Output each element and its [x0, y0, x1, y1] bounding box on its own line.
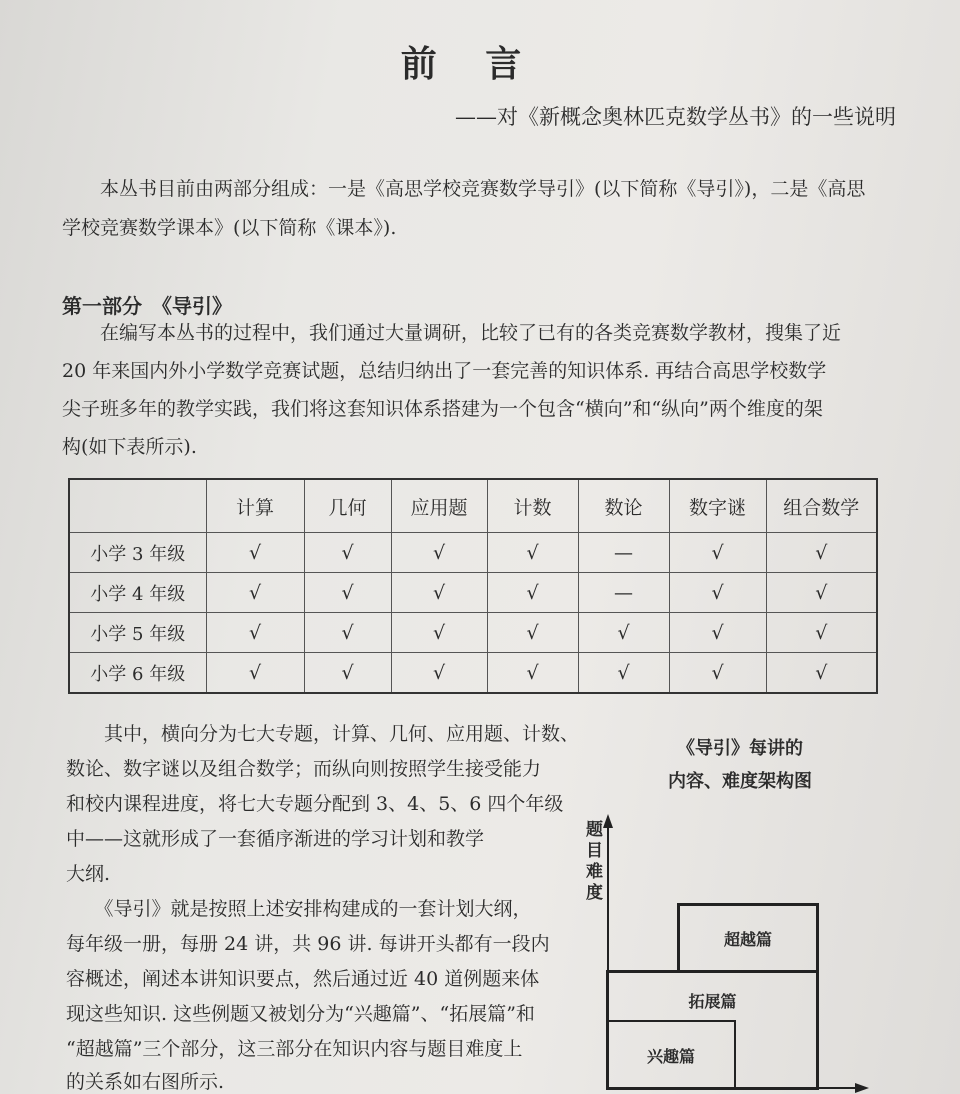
table-row — [69, 653, 877, 694]
box-label: 拓展篇 — [688, 992, 737, 1011]
diagram-y-axis-label: 题目难度 — [586, 820, 603, 903]
check-icon: √ — [391, 533, 487, 573]
paragraph-line: 构(如下表所示). — [62, 436, 197, 458]
table-header-row — [69, 479, 877, 533]
intro-line: 学校竞赛数学课本》(以下简称《课本》). — [62, 217, 397, 239]
table-corner-cell — [69, 479, 206, 533]
diagram-title: 内容、难度架构图 — [668, 771, 812, 792]
table-row — [69, 573, 877, 613]
table-column-header: 应用题 — [391, 479, 487, 533]
box-label: 超越篇 — [723, 929, 772, 949]
check-icon: √ — [304, 573, 391, 613]
check-icon: √ — [391, 653, 487, 694]
check-icon: √ — [487, 613, 578, 653]
check-icon: √ — [669, 613, 766, 653]
grade-label: 小学 4 年级 — [69, 573, 206, 613]
page-subtitle: ——对《新概念奥林匹克数学丛书》的一些说明 — [455, 105, 896, 129]
dash-mark: — — [578, 533, 669, 573]
check-icon: √ — [669, 533, 766, 573]
table-column-header: 数论 — [578, 479, 669, 533]
check-icon: √ — [206, 613, 304, 653]
diagram-title: 《导引》每讲的 — [677, 738, 803, 759]
check-icon: √ — [391, 613, 487, 653]
intro-line: 本丛书目前由两部分组成：一是《高思学校竞赛数学导引》(以下简称《导引》)，二是《高思 — [62, 178, 866, 200]
diagram-box-advanced — [677, 903, 819, 973]
check-icon: √ — [206, 573, 304, 613]
paragraph-line: 的关系如右图所示. — [66, 1071, 225, 1093]
box-label: 兴趣篇 — [646, 1046, 695, 1066]
paragraph-line: 数论、数字谜以及组合数学；而纵向则按照学生接受能力 — [66, 758, 542, 780]
check-icon: √ — [391, 573, 487, 613]
table-column-header: 组合数学 — [766, 479, 877, 533]
grade-label: 小学 6 年级 — [69, 653, 206, 694]
y-axis-arrow-icon — [603, 814, 613, 828]
check-icon: √ — [304, 653, 391, 694]
paragraph-line: 容概述，阐述本讲知识要点，然后通过近 40 道例题来体 — [66, 968, 540, 990]
grade-label: 小学 3 年级 — [69, 533, 206, 573]
table-row — [69, 613, 877, 653]
check-icon: √ — [766, 613, 877, 653]
check-icon: √ — [578, 613, 669, 653]
check-icon: √ — [578, 653, 669, 694]
paragraph-line: “超越篇”三个部分，这三部分在知识内容与题目难度上 — [66, 1038, 523, 1060]
check-icon: √ — [487, 573, 578, 613]
paragraph-line: 《导引》就是按照上述安排构建成的一套计划大纲， — [66, 898, 532, 920]
check-icon: √ — [487, 533, 578, 573]
table-row — [69, 533, 877, 573]
check-icon: √ — [766, 533, 877, 573]
paragraph-line: 大纲. — [66, 863, 111, 885]
topic-grade-table — [68, 478, 878, 694]
check-icon: √ — [766, 653, 877, 694]
paragraph-line: 和校内课程进度，将七大专题分配到 3、4、5、6 四个年级 — [66, 793, 564, 815]
check-icon: √ — [304, 613, 391, 653]
check-icon: √ — [766, 573, 877, 613]
check-icon: √ — [669, 573, 766, 613]
check-icon: √ — [304, 533, 391, 573]
table-column-header: 计数 — [487, 479, 578, 533]
dash-mark: — — [578, 573, 669, 613]
paragraph-line: 20 年来国内外小学数学竞赛试题，总结归纳出了一套完善的知识体系. 再结合高思学校数学 — [62, 360, 827, 382]
diagram-box-interest — [606, 1020, 736, 1090]
grade-label: 小学 5 年级 — [69, 613, 206, 653]
section-heading: 第一部分 《导引》 — [62, 294, 232, 318]
table-column-header: 计算 — [206, 479, 304, 533]
paragraph-line: 尖子班多年的教学实践，我们将这套知识体系搭建为一个包含“横向”和“纵向”两个维度的架 — [62, 398, 823, 420]
check-icon: √ — [206, 653, 304, 694]
paragraph-line: 在编写本丛书的过程中，我们通过大量调研，比较了已有的各类竞赛数学教材，搜集了近 — [62, 322, 842, 344]
paragraph-line: 中——这就形成了一套循序渐进的学习计划和教学 — [66, 828, 485, 850]
check-icon: √ — [669, 653, 766, 694]
table-column-header: 几何 — [304, 479, 391, 533]
page-title: 前 言 — [400, 43, 540, 85]
x-axis-arrow-icon — [855, 1083, 869, 1093]
table-column-header: 数字谜 — [669, 479, 766, 533]
check-icon: √ — [206, 533, 304, 573]
paragraph-line: 每年级一册，每册 24 讲，共 96 讲. 每讲开头都有一段内 — [66, 933, 550, 955]
paragraph-line: 其中，横向分为七大专题，计算、几何、应用题、计数、 — [66, 723, 580, 745]
check-icon: √ — [487, 653, 578, 694]
paragraph-line: 现这些知识. 这些例题又被划分为“兴趣篇”、“拓展篇”和 — [66, 1003, 535, 1025]
